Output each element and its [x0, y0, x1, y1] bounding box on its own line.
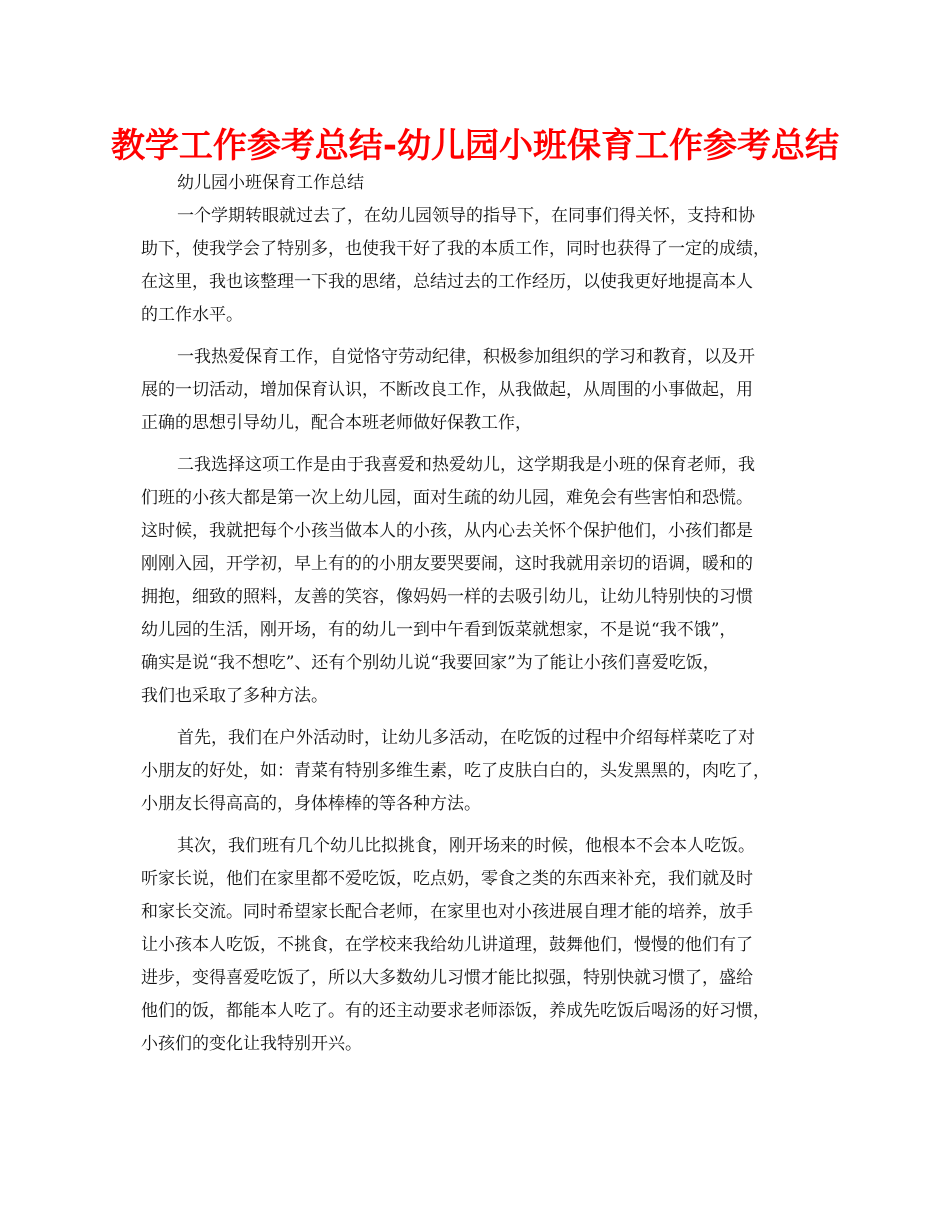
- paragraph-line: 助下，使我学会了特别多，也使我干好了我的本质工作，同时也获得了一定的成绩，: [141, 239, 770, 259]
- document-body: [141, 200, 821, 1070]
- paragraph-line: 们班的小孩大都是第一次上幼儿园，面对生疏的幼儿园，难免会有些害怕和恐慌。: [141, 488, 753, 508]
- paragraph-line: 其次，我们班有几个幼儿比拟挑食，刚开场来的时候，他根本不会本人吃饭。: [177, 836, 755, 856]
- paragraph-line: 听家长说，他们在家里都不爱吃饭，吃点奶，零食之类的东西来补充，我们就及时: [141, 869, 753, 889]
- paragraph-line: 小朋友的好处，如：青菜有特别多维生素，吃了皮肤白白的，头发黑黑的，肉吃了，: [141, 761, 770, 781]
- paragraph: [141, 449, 821, 713]
- paragraph-line: 正确的思想引导幼儿，配合本班老师做好保教工作，: [141, 413, 532, 433]
- paragraph-line: 和家长交流。同时希望家长配合老师，在家里也对小孩进展自理才能的培养，放手: [141, 902, 753, 922]
- paragraph-line: 幼儿园的生活，刚开场，有的幼儿一到中午看到饭菜就想家，不是说“我不饿”，: [141, 620, 737, 640]
- paragraph-line: 小朋友长得高高的，身体棒棒的等各种方法。: [141, 794, 481, 814]
- paragraph-line: 拥抱，细致的照料，友善的笑容，像妈妈一样的去吸引幼儿，让幼儿特别快的习惯: [141, 587, 753, 607]
- paragraph: [141, 341, 821, 440]
- paragraph-line: 刚刚入园，开学初，早上有的的小朋友要哭要闹，这时我就用亲切的语调，暖和的: [141, 554, 753, 574]
- paragraph-line: 一我热爱保育工作，自觉恪守劳动纪律，积极参加组织的学习和教育，以及开: [177, 347, 755, 367]
- document-subtitle: 幼儿园小班保育工作总结: [177, 173, 364, 193]
- document-title: 教学工作参考总结-幼儿园小班保育工作参考总结: [110, 126, 840, 166]
- paragraph-line: 的工作水平。: [141, 305, 243, 325]
- paragraph-line: 一个学期转眼就过去了，在幼儿园领导的指导下，在同事们得关怀，支持和协: [177, 206, 755, 226]
- paragraph-line: 在这里，我也该整理一下我的思绪，总结过去的工作经历，以使我更好地提高本人: [141, 272, 753, 292]
- paragraph: [141, 200, 821, 332]
- paragraph-line: 我们也采取了多种方法。: [141, 686, 328, 706]
- paragraph-line: 二我选择这项工作是由于我喜爱和热爱幼儿，这学期我是小班的保育老师，我: [177, 455, 755, 475]
- paragraph-line: 确实是说“我不想吃”、还有个别幼儿说“我要回家”为了能让小孩们喜爱吃饭，: [141, 653, 720, 673]
- paragraph-line: 展的一切活动，增加保育认识，不断改良工作，从我做起，从周围的小事做起，用: [141, 380, 753, 400]
- paragraph-line: 进步，变得喜爱吃饭了，所以大多数幼儿习惯才能比拟强，特别快就习惯了，盛给: [141, 968, 753, 988]
- paragraph-line: 让小孩本人吃饭，不挑食，在学校来我给幼儿讲道理，鼓舞他们，慢慢的他们有了: [141, 935, 753, 955]
- paragraph: [141, 830, 821, 1061]
- paragraph: [141, 722, 821, 821]
- paragraph-line: 小孩们的变化让我特别开兴。: [141, 1034, 362, 1054]
- paragraph-line: 首先，我们在户外活动时，让幼儿多活动，在吃饭的过程中介绍每样菜吃了对: [177, 728, 755, 748]
- paragraph-line: 他们的饭，都能本人吃了。有的还主动要求老师添饭，养成先吃饭后喝汤的好习惯，: [141, 1001, 770, 1021]
- paragraph-line: 这时候，我就把每个小孩当做本人的小孩，从内心去关怀个保护他们，小孩们都是: [141, 521, 753, 541]
